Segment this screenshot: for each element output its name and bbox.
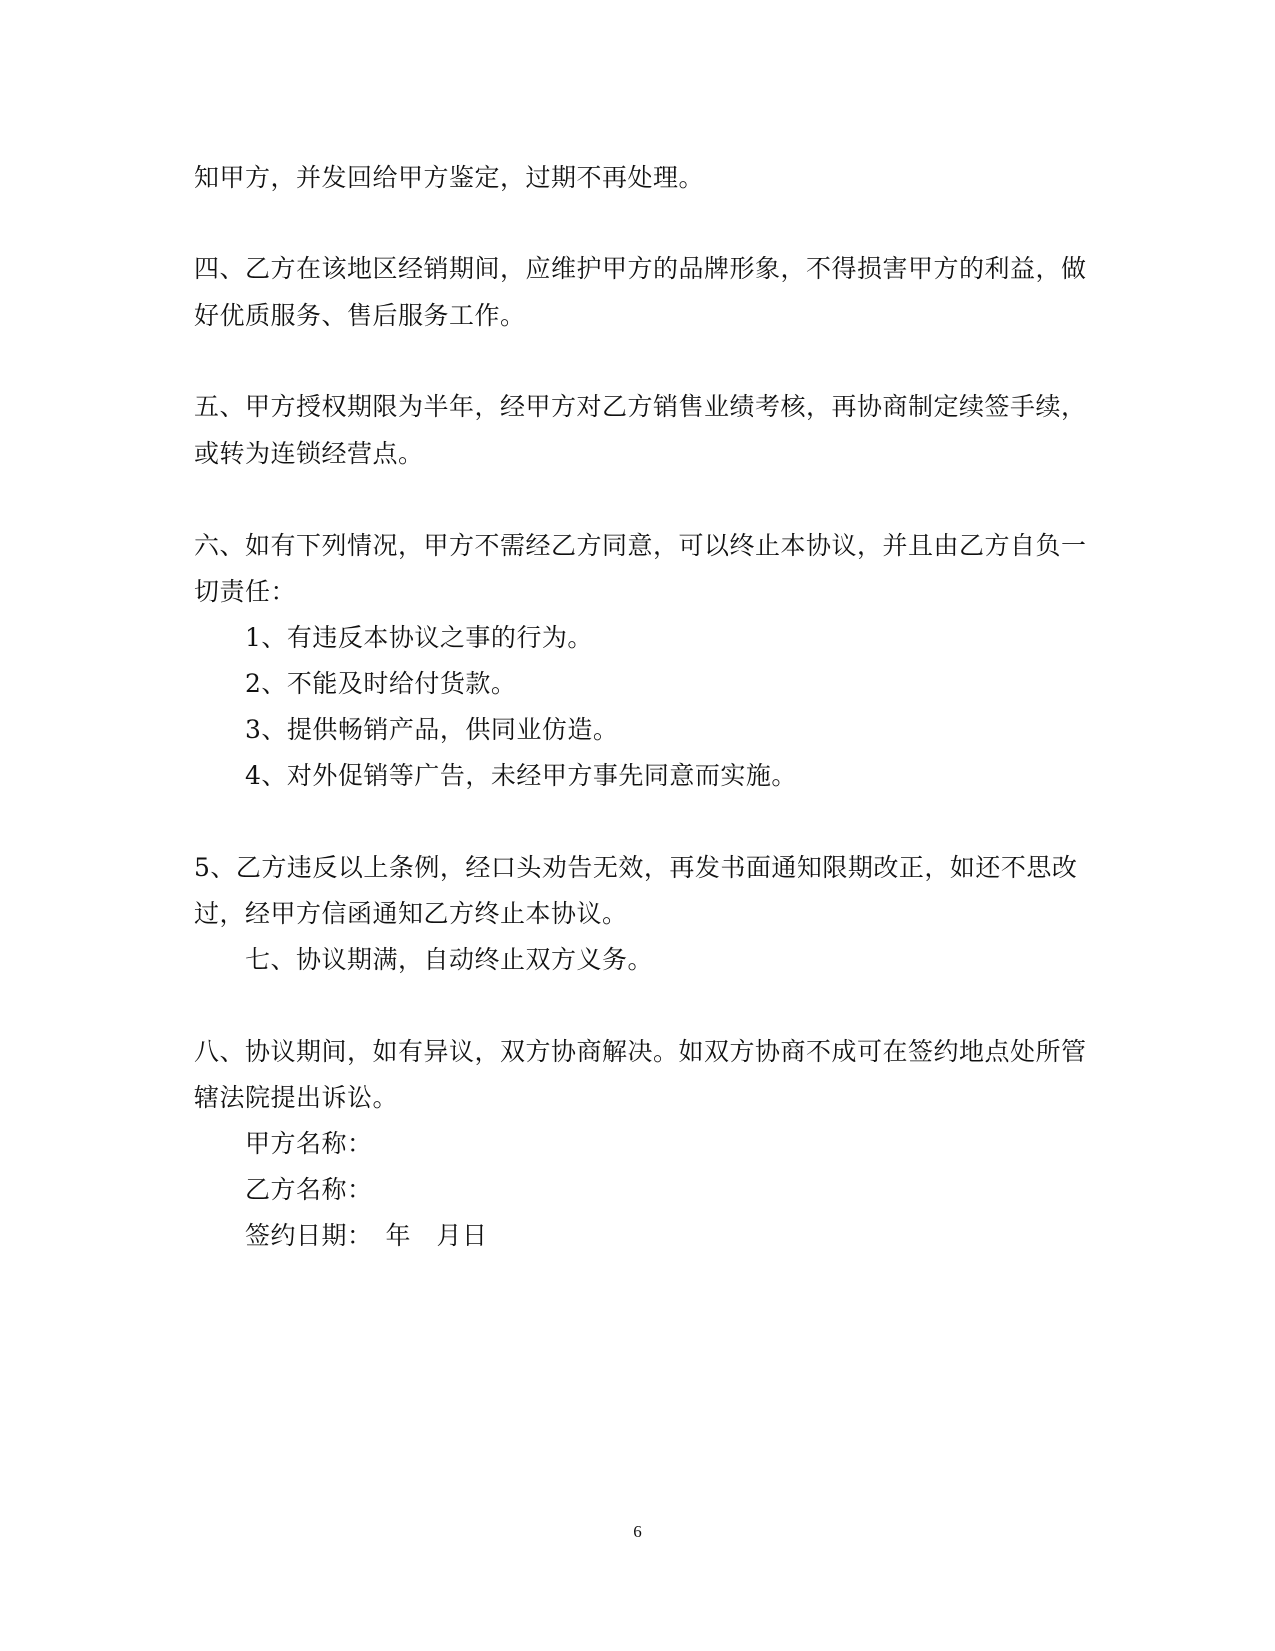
paragraph-line: 过，经甲方信函通知乙方终止本协议。: [194, 899, 628, 928]
paragraph-line: 四、乙方在该地区经销期间，应维护甲方的品牌形象，不得损害甲方的利益，做: [194, 254, 1087, 283]
paragraph-line: 八、协议期间，如有异议，双方协商解决。如双方协商不成可在签约地点处所管: [194, 1037, 1087, 1066]
page-number: 6: [633, 1522, 642, 1541]
party-a-name-label: 甲方名称：: [245, 1129, 373, 1158]
paragraph-line: 知甲方，并发回给甲方鉴定，过期不再处理。: [194, 163, 705, 192]
paragraph-line: 六、如有下列情况，甲方不需经乙方同意，可以终止本协议，并且由乙方自负一: [194, 531, 1087, 560]
list-item: 2、不能及时给付货款。: [245, 669, 517, 698]
paragraph-line: 5、乙方违反以上条例，经口头劝告无效，再发书面通知限期改正，如还不思改: [194, 853, 1078, 882]
paragraph-line: 好优质服务、售后服务工作。: [194, 301, 526, 330]
paragraph-line: 或转为连锁经营点。: [194, 439, 424, 468]
list-item: 1、有违反本协议之事的行为。: [245, 623, 593, 652]
paragraph-line: 辖法院提出诉讼。: [194, 1083, 399, 1112]
list-item: 3、提供畅销产品，供同业仿造。: [245, 715, 619, 744]
list-item: 4、对外促销等广告，未经甲方事先同意而实施。: [245, 761, 797, 790]
paragraph-line: 切责任：: [194, 577, 297, 606]
paragraph-line: 七、协议期满，自动终止双方义务。: [245, 945, 654, 974]
paragraph-line: 五、甲方授权期限为半年，经甲方对乙方销售业绩考核，再协商制定续签手续，: [194, 392, 1087, 421]
party-b-name-label: 乙方名称：: [245, 1175, 373, 1204]
signing-date-label: 签约日期： 年 月日: [245, 1221, 488, 1250]
